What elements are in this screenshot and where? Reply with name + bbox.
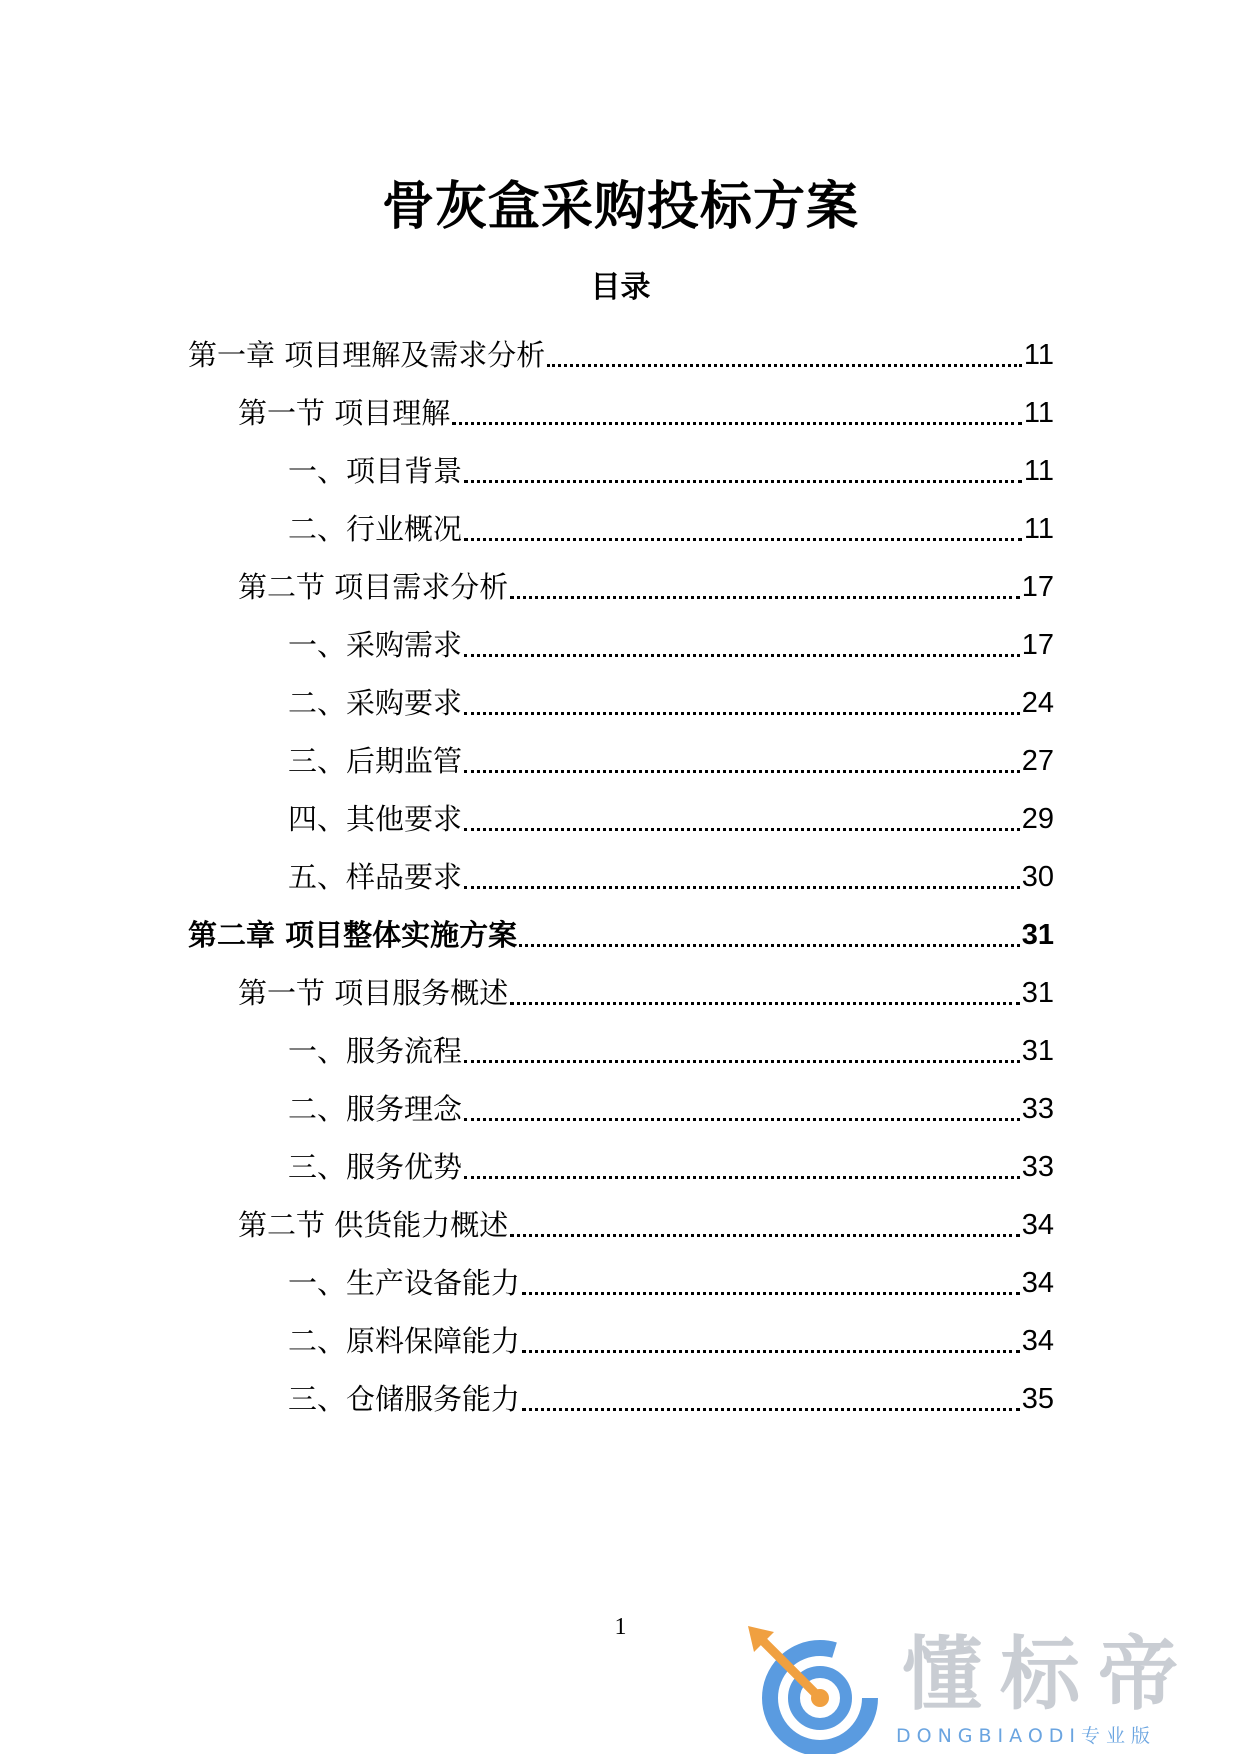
toc-entry[interactable]: [238, 565, 1054, 609]
toc-leader-dots: [464, 886, 1020, 889]
toc-entry-page: 31: [1021, 977, 1054, 1009]
toc-entry-page: 30: [1021, 861, 1054, 893]
toc-entry[interactable]: [238, 391, 1054, 435]
toc-entry-page: 11: [1023, 455, 1054, 487]
toc-entry[interactable]: [288, 1087, 1054, 1131]
toc-entry[interactable]: [288, 623, 1054, 667]
toc-entry[interactable]: [188, 333, 1054, 377]
toc-leader-dots: [464, 654, 1020, 657]
toc-entry-page: 31: [1021, 1035, 1054, 1067]
toc-heading: 目录: [590, 270, 651, 305]
toc-entry-page: 34: [1021, 1325, 1054, 1357]
toc-leader-dots: [547, 364, 1022, 367]
toc-entry-label: 三、服务优势: [288, 1150, 463, 1184]
toc-entry[interactable]: [288, 1145, 1054, 1189]
toc-leader-dots: [464, 712, 1020, 715]
toc-entry-page: 29: [1021, 803, 1054, 835]
toc-entry-label: 第一章 项目理解及需求分析: [188, 338, 546, 372]
toc-entry-label: 二、采购要求: [288, 686, 463, 720]
watermark-brand: 懂标帝: [902, 1628, 1196, 1721]
toc-entry-page: 33: [1021, 1093, 1054, 1125]
toc-entry-page: 27: [1021, 745, 1054, 777]
toc-leader-dots: [464, 828, 1020, 831]
toc-entry-label: 三、仓储服务能力: [288, 1382, 521, 1416]
toc-entry-label: 第一节 项目理解: [238, 396, 451, 430]
toc-entry-page: 11: [1023, 339, 1054, 371]
toc-leader-dots: [464, 1060, 1020, 1063]
toc-entry-label: 第一节 项目服务概述: [238, 976, 509, 1010]
toc-leader-dots: [522, 1292, 1020, 1295]
toc-entry-label: 第二节 项目需求分析: [238, 570, 509, 604]
toc-entry-label: 四、其他要求: [288, 802, 463, 836]
toc-entry[interactable]: [288, 797, 1054, 841]
toc-entry[interactable]: [288, 1261, 1054, 1305]
toc-entry[interactable]: [288, 1377, 1054, 1421]
toc-leader-dots: [522, 1350, 1020, 1353]
toc-leader-dots: [464, 770, 1020, 773]
toc-entry[interactable]: [288, 449, 1054, 493]
page-number: 1: [614, 1614, 627, 1640]
toc-entry[interactable]: [188, 913, 1054, 957]
toc-entry-label: 第二节 供货能力概述: [238, 1208, 509, 1242]
watermark-tagline: DONGBIAODI专业版: [896, 1725, 1157, 1747]
toc-entry-page: 11: [1023, 397, 1054, 429]
toc-entry-page: 35: [1021, 1383, 1054, 1415]
toc-leader-dots: [452, 422, 1022, 425]
toc-entry-page: 17: [1021, 571, 1054, 603]
toc-entry-page: 11: [1023, 513, 1054, 545]
toc-leader-dots: [510, 1002, 1020, 1005]
toc-entry-page: 34: [1021, 1267, 1054, 1299]
toc-entry[interactable]: [288, 855, 1054, 899]
toc-leader-dots: [510, 1234, 1020, 1237]
toc-entry-page: 34: [1021, 1209, 1054, 1241]
toc-entry-page: 33: [1021, 1151, 1054, 1183]
toc-leader-dots: [464, 480, 1022, 483]
watermark: [740, 1626, 1240, 1754]
toc-entry[interactable]: [288, 507, 1054, 551]
toc-leader-dots: [510, 596, 1020, 599]
toc-entry-label: 第二章 项目整体实施方案: [188, 918, 518, 952]
page-title: 骨灰盒采购投标方案: [381, 177, 859, 237]
toc-entry[interactable]: [288, 739, 1054, 783]
toc-entry[interactable]: [238, 1203, 1054, 1247]
toc-entry-label: 三、后期监管: [288, 744, 463, 778]
toc-entry-label: 五、样品要求: [288, 860, 463, 894]
toc-entry-label: 一、采购需求: [288, 628, 463, 662]
toc-leader-dots: [464, 538, 1022, 541]
toc-entry-label: 一、项目背景: [288, 454, 463, 488]
toc-entry-page: 31: [1021, 919, 1054, 951]
toc-leader-dots: [464, 1176, 1020, 1179]
toc-entry[interactable]: [288, 681, 1054, 725]
toc-entry-page: 24: [1021, 687, 1054, 719]
toc-entry-label: 二、行业概况: [288, 512, 463, 546]
toc-leader-dots: [522, 1408, 1020, 1411]
toc-entry-page: 17: [1021, 629, 1054, 661]
toc-entry[interactable]: [288, 1029, 1054, 1073]
toc-leader-dots: [519, 944, 1020, 947]
toc-entry-label: 二、原料保障能力: [288, 1324, 521, 1358]
toc-entry-label: 一、服务流程: [288, 1034, 463, 1068]
toc-leader-dots: [464, 1118, 1020, 1121]
toc-entry[interactable]: [238, 971, 1054, 1015]
toc-entry[interactable]: [288, 1319, 1054, 1363]
target-arrow-icon: [740, 1626, 890, 1754]
toc-entry-label: 一、生产设备能力: [288, 1266, 521, 1300]
toc-entry-label: 二、服务理念: [288, 1092, 463, 1126]
